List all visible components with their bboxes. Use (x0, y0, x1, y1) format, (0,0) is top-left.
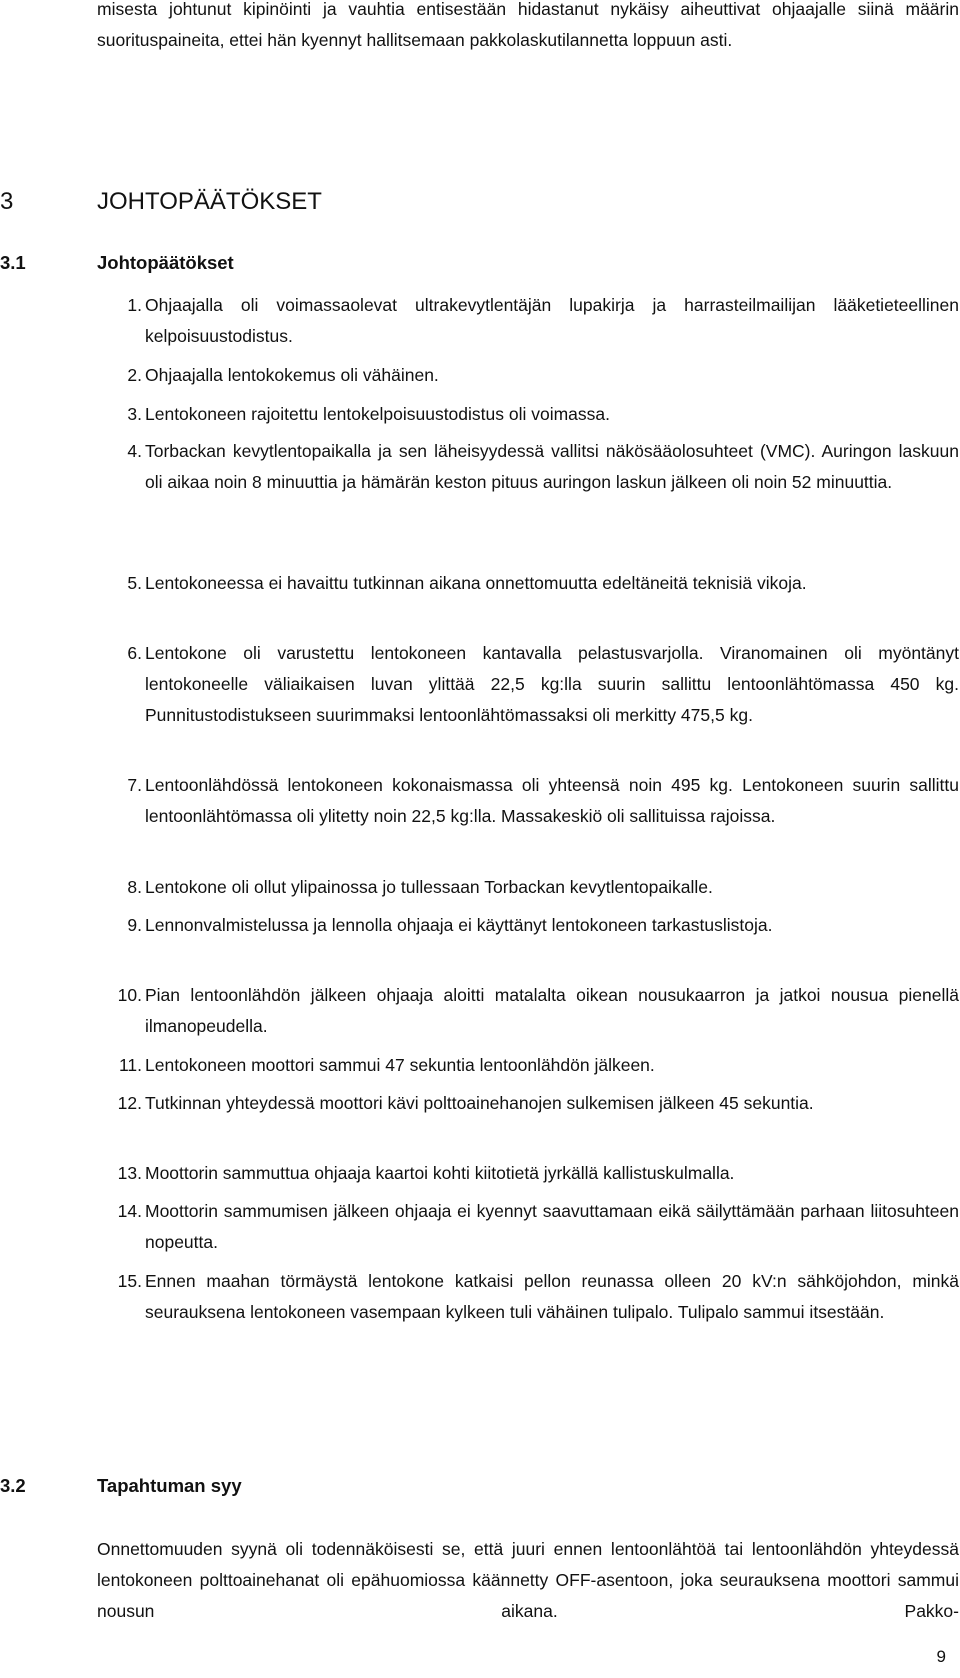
list-item-number: 2. (127, 365, 142, 385)
list-item-number: 9. (127, 915, 142, 935)
subsection-number: 3.2 (0, 1475, 26, 1496)
list-item-number: 8. (127, 877, 142, 897)
section-number: 3 (0, 188, 14, 215)
list-item-text: Moottorin sammuttua ohjaaja kaartoi kohti kiitotietä jyrkällä kallistuskulmalla. (145, 1163, 735, 1183)
list-item-text: Lennonvalmistelussa ja lennolla ohjaaja ei käyttänyt lentokoneen tarkastuslistoja. (145, 915, 773, 935)
list-item-text: Lentokoneessa ei havaittu tutkinnan aikana onnettomuutta edeltäneitä teknisiä vikoja. (145, 573, 807, 593)
list-item-text: Lentoonlähdössä lentokoneen kokonaismassa oli yhteensä noin 495 kg. Lentokoneen suurin sallittu lentoonlähtömassa oli ylitetty noin 22,5 kg:lla. Massakeskiö oli sallituissa rajoissa. (145, 775, 959, 826)
list-item-text: Lentokone oli ollut ylipainossa jo tullessaan Torbackan kevytlentopaikalle. (145, 877, 713, 897)
list-item-number: 14. (117, 1201, 142, 1221)
list-item-text: Ohjaajalla lentokokemus oli vähäinen. (145, 365, 439, 385)
list-item-number: 7. (127, 775, 142, 795)
list-item-text: Lentokone oli varustettu lentokoneen kantavalla pelastusvarjolla. Viranomainen oli myöntänyt lentokoneelle väliaikaisen luvan ylittää 22,5 kg:lla suurin sallittu lentoonlähtömassa 450 kg. Punnitustodistukseen suurimmaksi lentoonlähtömassaksi oli merkitty 475,5 kg. (145, 643, 959, 725)
section-title: JOHTOPÄÄTÖKSET (97, 188, 322, 215)
list-item-text: Lentokoneen rajoitettu lentokelpoisuustodistus oli voimassa. (145, 404, 611, 424)
subsection-number: 3.1 (0, 252, 26, 273)
list-item-text: Pian lentoonlähdön jälkeen ohjaaja aloitti matalalta oikean nousukaarron ja jatkoi nousua pienellä ilmanopeudella. (145, 985, 959, 1036)
subsection-title: Tapahtuman syy (97, 1475, 242, 1496)
subsection-title: Johtopäätökset (97, 252, 234, 273)
list-item-text: Tutkinnan yhteydessä moottori kävi polttoainehanojen sulkemisen jälkeen 45 sekuntia. (145, 1093, 814, 1113)
cause-paragraph: Onnettomuuden syynä oli todennäköisesti se, että juuri ennen lentoonlähtöä tai lentoonlähdön yhteydessä lentokoneen polttoainehanat oli epähuomiossa käännetty OFF-asentoon, joka seurauksena moottori sammui nousun aikana. Pakko- (97, 1539, 959, 1621)
list-item-number: 11. (118, 1055, 142, 1075)
list-item-number: 3. (127, 404, 142, 424)
list-item-text: Ohjaajalla oli voimassaolevat ultrakevytlentäjän lupakirja ja harrasteilmailijan lääketieteellinen kelpoisuustodistus. (145, 295, 959, 346)
list-item-number: 15. (117, 1271, 142, 1291)
list-item-number: 4. (127, 441, 142, 461)
list-item-number: 1. (127, 295, 142, 315)
list-item-text: Torbackan kevytlentopaikalla ja sen läheisyydessä vallitsi näkösääolosuhteet (VMC). Auringon laskuun oli aikaa noin 8 minuuttia ja hämärän keston pituus auringon laskun jälkeen oli noin 52 minuuttia. (145, 441, 959, 492)
list-item-text: Moottorin sammumisen jälkeen ohjaaja ei kyennyt saavuttamaan eikä säilyttämään parhaan liitosuhteen nopeutta. (145, 1201, 959, 1252)
intro-paragraph: misesta johtunut kipinöinti ja vauhtia entisestään hidastanut nykäisy aiheuttivat ohjaajalle siinä määrin suorituspaineita, ettei hän kyennyt hallitsemaan pakkolaskutilannetta loppuun asti. (97, 0, 959, 50)
list-item-text: Ennen maahan törmäystä lentokone katkaisi pellon reunassa olleen 20 kV:n sähköjohdon, minkä seurauksena lentokoneen vasempaan kylkeen tuli vähäinen tulipalo. Tulipalo sammui itsestään. (145, 1271, 959, 1322)
list-item-text: Lentokoneen moottori sammui 47 sekuntia lentoonlähdön jälkeen. (145, 1055, 655, 1075)
page-number: 9 (936, 1647, 946, 1666)
list-item-number: 5. (127, 573, 142, 593)
list-item-number: 13. (117, 1163, 142, 1183)
list-item-number: 10. (117, 985, 142, 1005)
list-item-number: 12. (117, 1093, 142, 1113)
list-item-number: 6. (127, 643, 142, 663)
